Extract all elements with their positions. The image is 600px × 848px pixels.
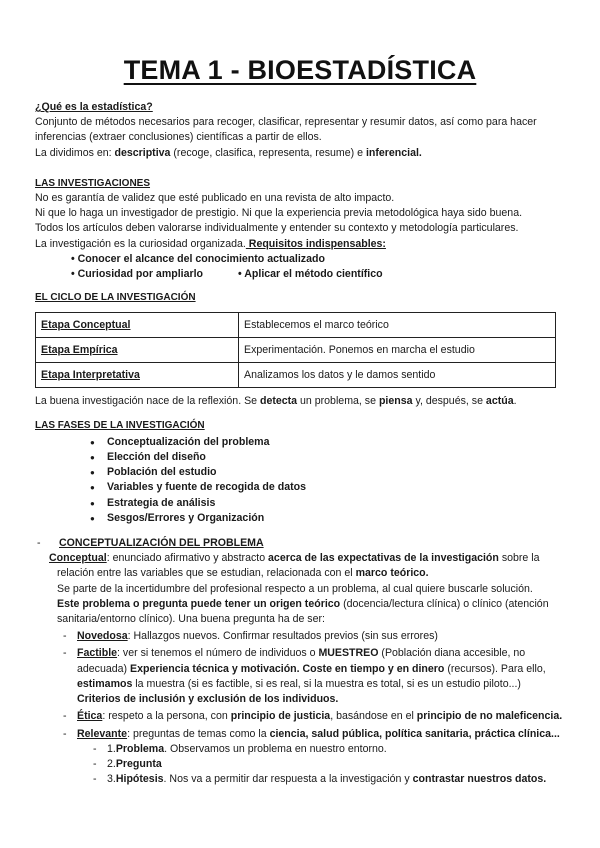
section-heading: EL CICLO DE LA INVESTIGACIÓN xyxy=(35,292,196,304)
list-item: ● Conceptualización del problema xyxy=(90,435,565,450)
paragraph: La buena investigación nace de la reflexión. Se detecta un problema, se piensa y, después, se actúa. xyxy=(35,395,517,408)
list-item: ● Elección del diseño xyxy=(90,450,565,465)
table-row xyxy=(36,338,556,363)
section-heading: LAS FASES DE LA INVESTIGACIÓN xyxy=(35,419,205,431)
list-item: ● Sesgos/Errores y Organización xyxy=(90,511,565,526)
section-ciclo xyxy=(35,290,565,409)
table-cell-desc: Analizamos los datos y le damos sentido xyxy=(239,363,556,388)
text-line: Ni que lo haga un investigador de prestigio. Ni que la experiencia previa metodológica haya sido buena. xyxy=(35,207,523,220)
table-cell-stage: Etapa Empírica xyxy=(36,338,239,363)
paragraph: Conjunto de métodos necesarios para recoger, clasificar, representar y resumir datos, así como para hacer inferencias (extraer conclusiones) científicas a partir de ellos. xyxy=(35,116,537,144)
section-que-es xyxy=(35,100,565,161)
table-cell-desc: Establecemos el marco teórico xyxy=(239,313,556,338)
table-row xyxy=(36,363,556,388)
list-item: ● Variables y fuente de recogida de datos xyxy=(90,480,565,495)
phases-list xyxy=(35,435,565,526)
section-investigaciones xyxy=(35,176,565,282)
document-page xyxy=(35,52,565,787)
sub-item-pregunta: - 2.Pregunta xyxy=(93,757,162,770)
list-item-novedosa: - Novedosa: Hallazgos nuevos. Confirmar resultados previos (sin sus errores) xyxy=(63,630,438,643)
list-item: ● Población del estudio xyxy=(90,465,565,480)
list-item-etica: - Ética: respeto a la persona, con principio de justicia, basándose en el principio de no maleficencia. xyxy=(63,710,563,723)
section-conceptualizacion xyxy=(35,536,565,787)
sub-item-hipotesis: - 3.Hipótesis. Nos va a permitir dar respuesta a la investigación y contrastar nuestros datos. xyxy=(93,773,547,786)
section-heading: - CONCEPTUALIZACIÓN DEL PROBLEMA xyxy=(35,536,565,551)
list-item: ● Estrategia de análisis xyxy=(90,496,565,511)
paragraph: relación entre las variables que se estudian, relacionada con el marco teórico. xyxy=(57,567,429,580)
paragraph: Conceptual: enunciado afirmativo y abstracto acerca de las expectativas de la investigación sobre la xyxy=(49,552,540,565)
list-item: • Conocer el alcance del conocimiento actualizado xyxy=(71,252,325,265)
list-item: • Aplicar el método científico xyxy=(238,268,383,281)
table-cell-stage: Etapa Conceptual xyxy=(36,313,239,338)
text-line: La investigación es la curiosidad organizada. Requisitos indispensables: xyxy=(35,237,386,250)
requirements-list xyxy=(35,252,565,282)
paragraph: La dividimos en: descriptiva (recoge, clasifica, representa, resume) e inferencial. xyxy=(35,146,422,159)
paragraph: Este problema o pregunta puede tener un origen teórico (docencia/lectura clínica) o clínico (atención sanitaria/entorno clínico). Una buena pregunta ha de ser: xyxy=(57,597,549,626)
text-line: Todos los artículos deben valorarse individualmente y entender su contexto y metodología particulares. xyxy=(35,222,519,235)
list-item-relevante: - Relevante: preguntas de temas como la ciencia, salud pública, política sanitaria, práctica clínica... xyxy=(63,727,560,740)
page-title: TEMA 1 - BIOESTADÍSTICA xyxy=(123,55,477,85)
section-heading: ¿Qué es la estadística? xyxy=(35,101,153,113)
table-row xyxy=(36,313,556,338)
section-fases xyxy=(35,418,565,526)
table-cell-stage: Etapa Interpretativa xyxy=(36,363,239,388)
list-item: • Curiosidad por ampliarlo xyxy=(71,268,204,281)
sub-item-problema: - 1.Problema. Observamos un problema en nuestro entorno. xyxy=(93,742,387,755)
paragraph: Se parte de la incertidumbre del profesional respecto a un problema, al cual quiere buscarle solución. xyxy=(57,582,533,595)
cycle-table xyxy=(35,312,556,388)
text-line: No es garantía de validez que esté publicado en una revista de alto impacto. xyxy=(35,192,395,205)
list-item-factible: - Factible: ver si tenemos el número de individuos o MUESTREO (Población diana accesible, no adecuada) Experiencia técnica y motivación. Coste en tiempo y en dinero (recursos). Para ello, estimamos la muestra (si es factible, si es real, si la muestra es total, si es un estudio piloto...) Criterios de inclusión y exclusión de los individuos. xyxy=(63,647,546,706)
table-cell-desc: Experimentación. Ponemos en marcha el estudio xyxy=(239,338,556,363)
section-heading: LAS INVESTIGACIONES xyxy=(35,177,151,189)
